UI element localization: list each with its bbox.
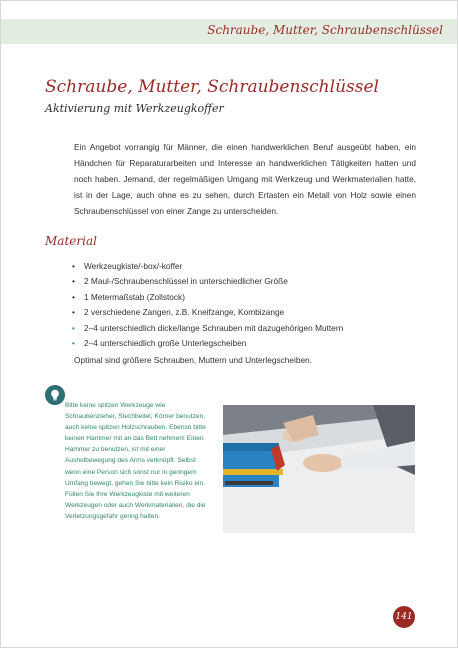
- material-item: • 1 Metermaßstab (Zollstock): [72, 290, 412, 305]
- running-head-title: Schraube, Mutter, Schraubenschlüssel: [207, 23, 443, 37]
- material-item: • 2–4 unterschiedlich dicke/lange Schrauben mit dazugehörigen Muttern: [72, 321, 412, 336]
- hands-on-toolbox-photo: [223, 405, 415, 533]
- material-item: • Werkzeugkiste/-box/-koffer: [72, 259, 412, 274]
- page-number-badge: 141: [393, 606, 415, 628]
- material-closing-note: Optimal sind größere Schrauben, Muttern und Unterlegscheiben.: [74, 355, 312, 365]
- material-item: • 2 Maul-/Schraubenschlüssel in unterschiedlicher Größe: [72, 274, 412, 289]
- lightbulb-icon: [45, 385, 65, 405]
- material-heading: Material: [45, 234, 97, 248]
- page-subtitle: Aktivierung mit Werkzeugkoffer: [45, 102, 224, 115]
- running-head: [1, 19, 457, 44]
- material-item: • 2–4 unterschiedlich große Unterlegscheiben: [72, 336, 412, 351]
- safety-tip-text: Bitte keine spitzen Werkzeuge wie Schraubenzieher, Stechbeitel, Körner benutzen, auch keine spitzen Holzschrauben. Ebenso bitte keinen Hammer mit an das Bett nehmen! Einen Hammer zu benutzen, ist mit einer Ausholbewegung des Arms verknüpft. Selbst wenn eine Person sich sonst nur in geringem Umfang bewegt, gehen Sie bitte kein Risiko ein. Füllen Sie Ihre Werkzeugkiste mit weiteren Werkzeugen oder auch Werkmaterialien, die die Verletzungsgefahr gering halten.: [65, 402, 206, 520]
- material-list: [72, 259, 412, 351]
- page-title: Schraube, Mutter, Schraubenschlüssel: [45, 77, 379, 97]
- material-item: • 2 verschiedene Zangen, z.B. Kneifzange, Kombizange: [72, 305, 412, 320]
- intro-paragraph: Ein Angebot vorrangig für Männer, die einen handwerklichen Beruf ausgeübt haben, ein Händchen für Reparaturarbeiten und Interesse an handwerklichen Tätigkeiten hatten und noch haben. Jemand, der regelmäßigen Umgang mit Werkzeug und Werkmaterialien hatte, ist in der Lage, auch ohne es zu sehen, durch Ertasten ein Metall von Holz sowie einen Schraubenschlüssel von einer Zange zu unterscheiden.: [74, 142, 416, 216]
